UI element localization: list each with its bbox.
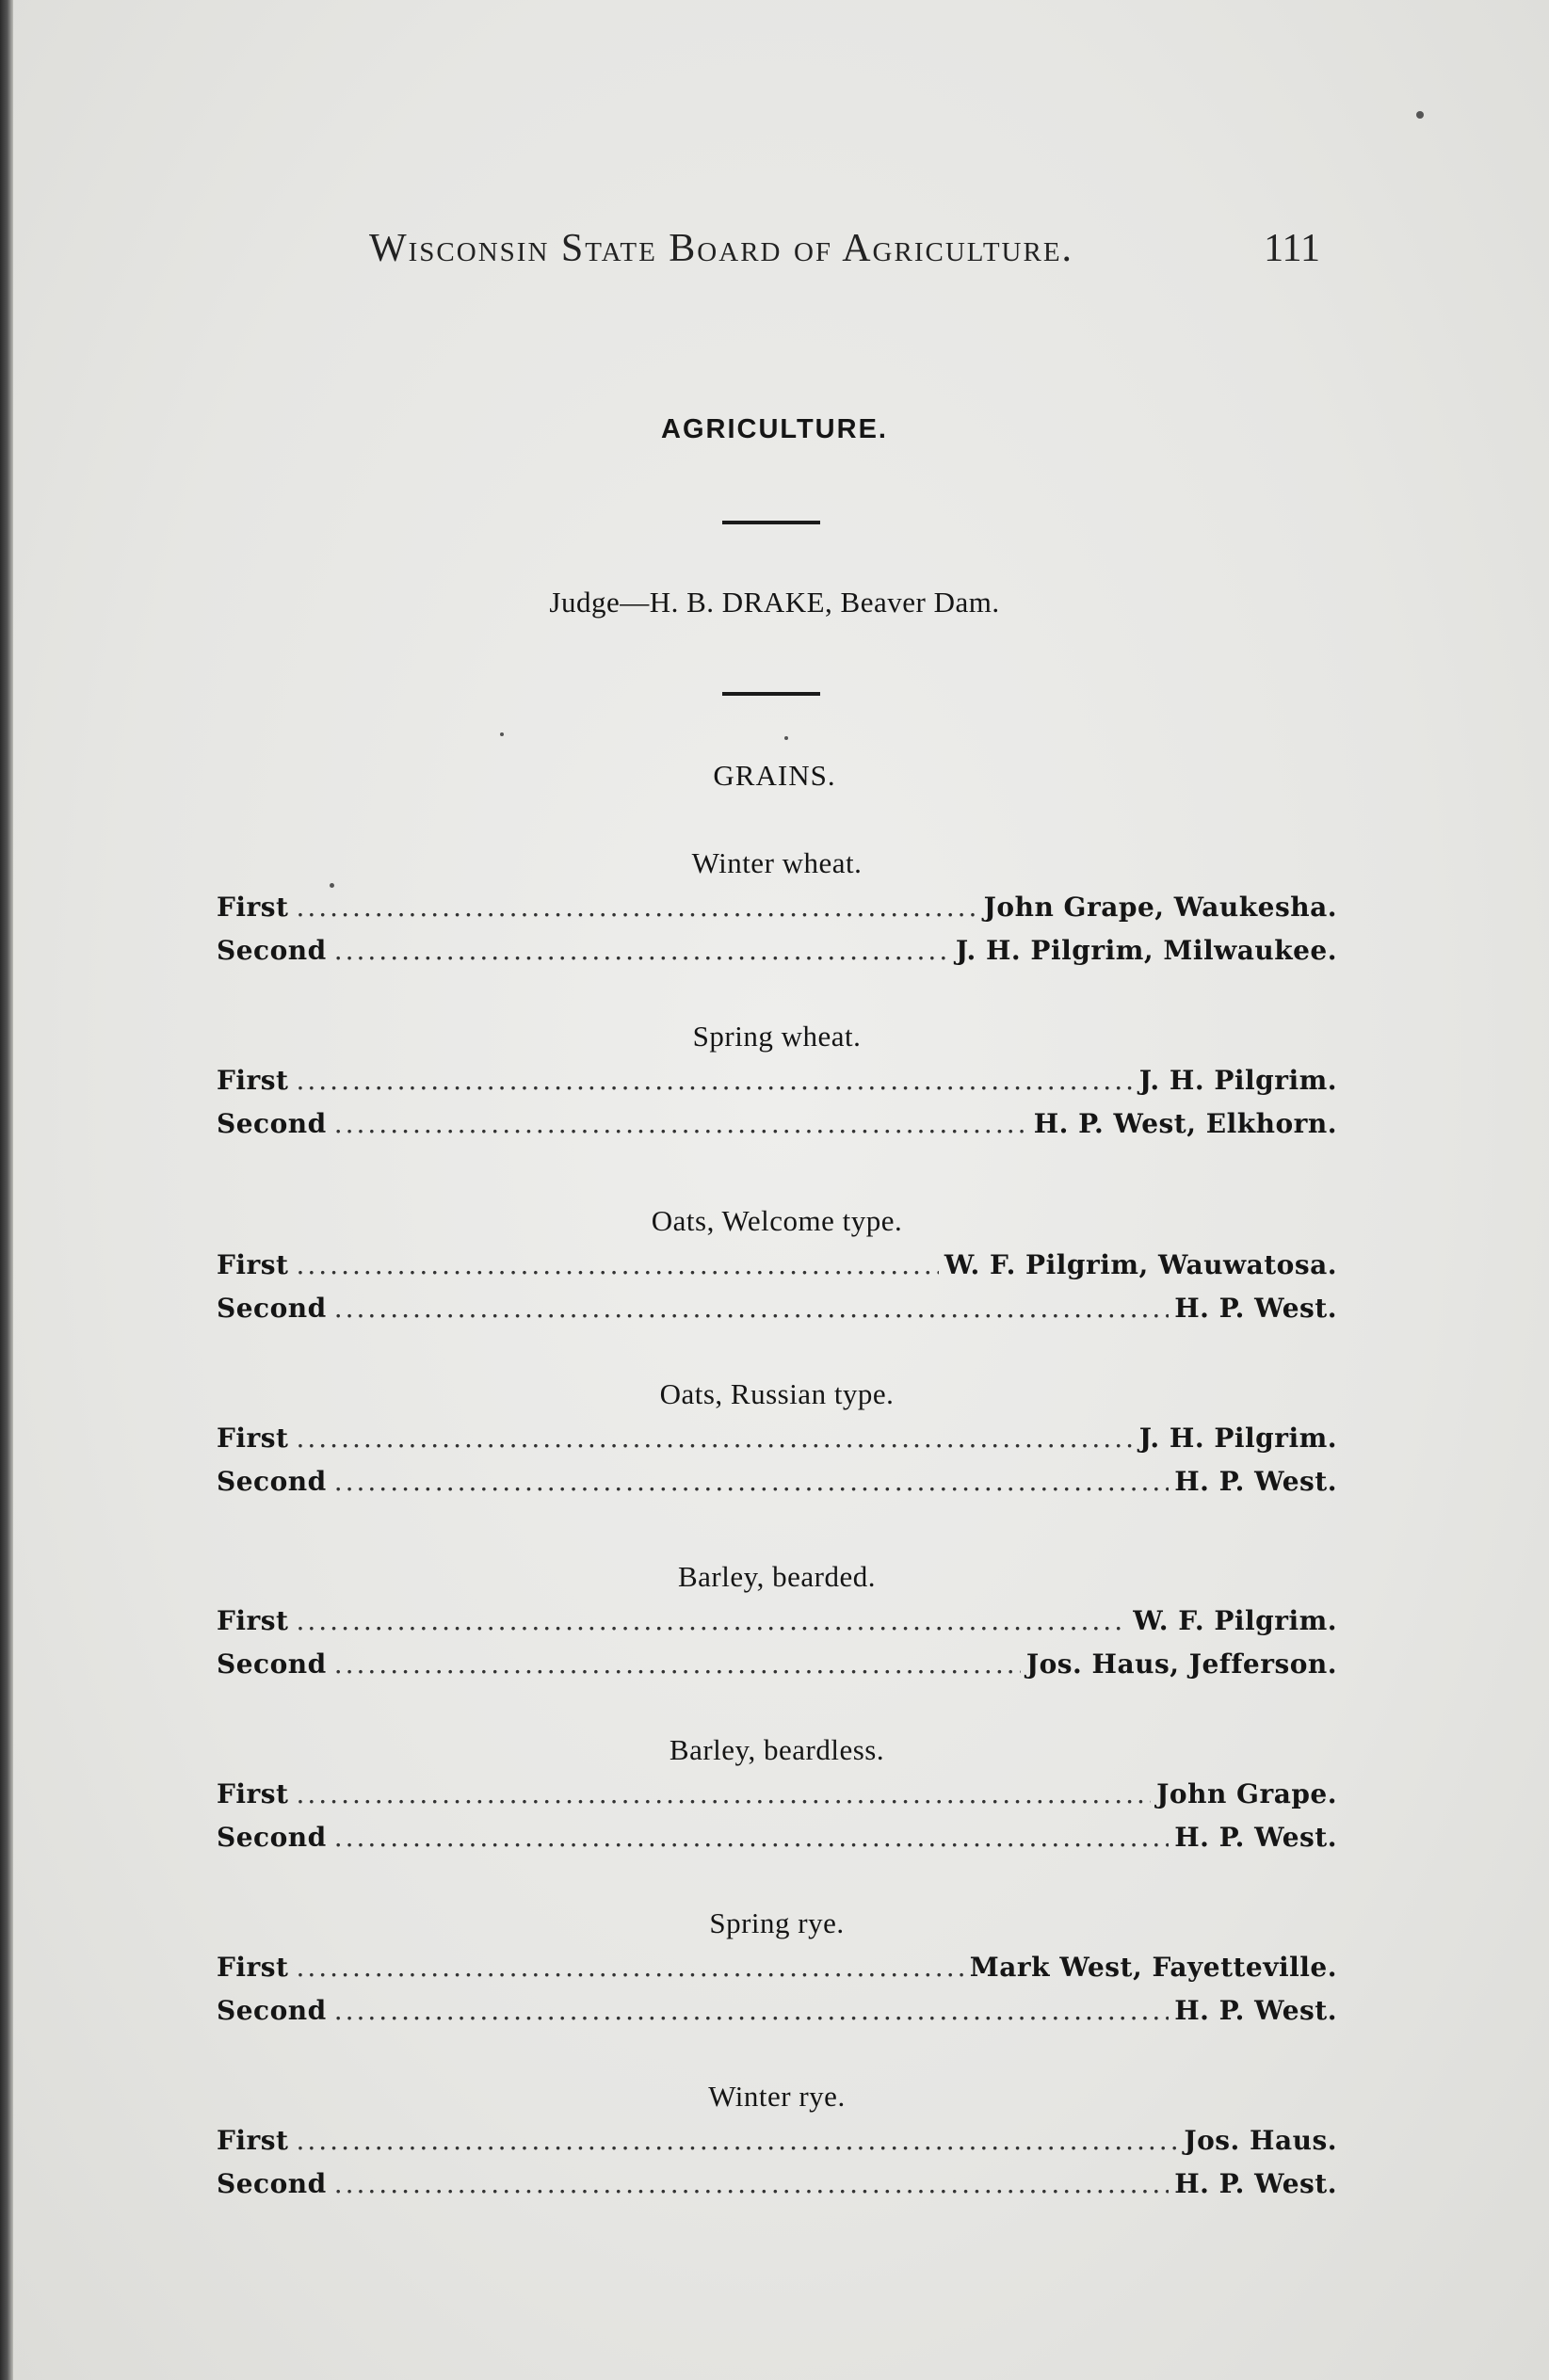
place-label: Second (217, 1995, 327, 2026)
scan-speck (784, 736, 788, 740)
category-oats-welcome (217, 1198, 1337, 1330)
category-heading: Spring wheat. (692, 1020, 862, 1053)
place-label: First (217, 1249, 289, 1280)
place-label: First (217, 892, 289, 923)
dot-leader (296, 1946, 963, 1989)
award-row (217, 2163, 1337, 2206)
category-spring-wheat (217, 1014, 1337, 1146)
award-row (217, 929, 1337, 973)
place-label: First (217, 1065, 289, 1096)
scan-speck (1416, 111, 1424, 119)
dot-leader (296, 1059, 1133, 1102)
place-label: Second (217, 935, 327, 966)
award-row (217, 1773, 1337, 1816)
place-label: First (217, 1778, 289, 1809)
place-label: Second (217, 1466, 327, 1497)
dot-leader (296, 2119, 1178, 2163)
winner-name: W. F. Pilgrim. (1133, 1605, 1337, 1636)
place-label: Second (217, 2168, 327, 2199)
category-winter-rye (217, 2074, 1337, 2206)
winner-name: J. H. Pilgrim, Milwaukee. (955, 935, 1337, 966)
place-label: First (217, 1605, 289, 1636)
award-row (217, 1460, 1337, 1504)
category-heading: Oats, Russian type. (659, 1377, 895, 1410)
dot-leader (334, 929, 950, 973)
award-row (217, 1989, 1337, 2033)
category-heading: Barley, beardless. (669, 1733, 885, 1766)
award-row (217, 1244, 1337, 1287)
award-row (217, 1059, 1337, 1102)
place-label: Second (217, 1108, 327, 1139)
page-number: 111 (1264, 227, 1320, 270)
category-heading: Barley, bearded. (678, 1560, 876, 1593)
winner-name: H. P. West. (1174, 1995, 1337, 2026)
dot-leader (334, 1816, 1170, 1859)
running-title: Wisconsin State Board of Agriculture. (369, 227, 1074, 270)
category-heading: Oats, Welcome type. (651, 1204, 903, 1237)
dot-leader (334, 1989, 1170, 2033)
judge-line: Judge—H. B. DRAKE, Beaver Dam. (549, 586, 1000, 619)
winner-name: H. P. West. (1174, 2168, 1337, 2199)
award-row (217, 1643, 1337, 1686)
dot-leader (296, 886, 977, 929)
winner-name: W. F. Pilgrim, Wauwatosa. (944, 1249, 1337, 1280)
category-heading: Winter wheat. (691, 846, 863, 879)
winner-name: J. H. Pilgrim. (1138, 1423, 1337, 1454)
winner-name: H. P. West. (1174, 1466, 1337, 1497)
award-row (217, 1287, 1337, 1330)
category-barley-beardless (217, 1728, 1337, 1859)
dot-leader (334, 1460, 1170, 1504)
category-oats-russian (217, 1372, 1337, 1504)
award-row (217, 1816, 1337, 1859)
dot-leader (334, 1102, 1028, 1146)
category-heading: Spring rye. (709, 1906, 845, 1939)
winner-name: John Grape. (1156, 1778, 1337, 1809)
place-label: Second (217, 1293, 327, 1324)
category-winter-wheat (217, 841, 1337, 973)
grains-title: GRAINS. (713, 759, 836, 792)
dot-leader (296, 1244, 938, 1287)
award-row (217, 1600, 1337, 1643)
award-row (217, 2119, 1337, 2163)
place-label: First (217, 2125, 289, 2156)
dot-leader (296, 1600, 1127, 1643)
winner-name: H. P. West. (1174, 1293, 1337, 1324)
award-row (217, 1102, 1337, 1146)
dot-leader (296, 1773, 1151, 1816)
place-label: Second (217, 1648, 327, 1680)
dot-leader (334, 1643, 1021, 1686)
award-row (217, 1946, 1337, 1989)
place-label: Second (217, 1822, 327, 1853)
winner-name: John Grape, Waukesha. (983, 892, 1337, 923)
category-barley-bearded (217, 1554, 1337, 1686)
place-label: First (217, 1952, 289, 1983)
place-label: First (217, 1423, 289, 1454)
divider-rule (722, 521, 820, 524)
winner-name: H. P. West. (1174, 1822, 1337, 1853)
award-row (217, 886, 1337, 929)
dot-leader (296, 1417, 1133, 1460)
dot-leader (334, 2163, 1170, 2206)
section-title: AGRICULTURE. (661, 414, 888, 444)
winner-name: Mark West, Fayetteville. (969, 1952, 1337, 1983)
scan-speck (500, 732, 504, 736)
winner-name: Jos. Haus. (1184, 2125, 1337, 2156)
winner-name: H. P. West, Elkhorn. (1033, 1108, 1337, 1139)
divider-rule (722, 692, 820, 696)
winner-name: J. H. Pilgrim. (1138, 1065, 1337, 1096)
winner-name: Jos. Haus, Jefferson. (1025, 1648, 1337, 1680)
scan-speck (330, 883, 334, 888)
category-heading: Winter rye. (708, 2080, 846, 2113)
dot-leader (334, 1287, 1170, 1330)
award-row (217, 1417, 1337, 1460)
binding-edge (0, 0, 13, 2380)
category-spring-rye (217, 1901, 1337, 2033)
running-head (369, 226, 1320, 282)
